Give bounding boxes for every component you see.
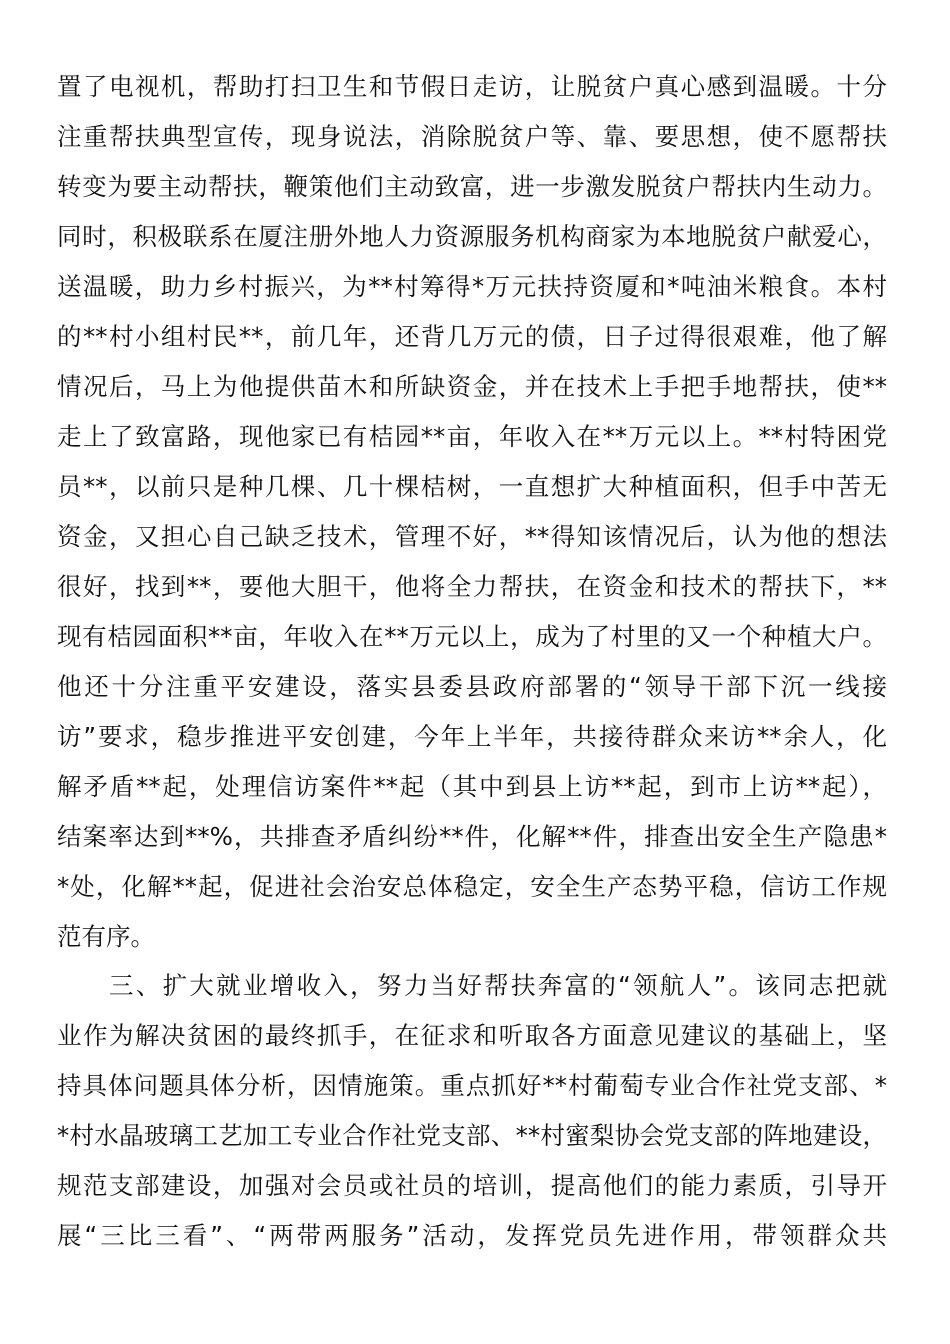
text-line: 现有桔园面积**亩，年收入在**万元以上，成为了村里的又一个种植大户。 [57,622,887,651]
text-line: 转变为要主动帮扶，鞭策他们主动致富，进一步激发脱贫户帮扶内生动力。 [57,172,887,201]
text-line: 的**村小组村民**，前几年，还背几万元的债，日子过得很艰难，他了解 [57,322,887,351]
text-line: 解矛盾**起，处理信访案件**起（其中到县上访**起，到市上访**起）， [57,772,887,801]
text-line: 范有序。 [57,922,155,951]
text-line: 规范支部建设，加强对会员或社员的培训，提高他们的能力素质，引导开 [57,1171,887,1200]
text-line: 他还十分注重平安建设，落实县委县政府部署的“领导干部下沉一线接 [57,672,887,701]
text-line: 注重帮扶典型宣传，现身说法，消除脱贫户等、靠、要思想，使不愿帮扶 [57,122,887,151]
text-line: *处，化解**起，促进社会治安总体稳定，安全生产态势平稳，信访工作规 [57,872,887,901]
text-line: 展“三比三看”、“两带两服务”活动，发挥党员先进作用，带领群众共 [57,1221,887,1250]
text-line: 员**，以前只是种几棵、几十棵桔树，一直想扩大种植面积，但手中苦无 [57,472,887,501]
body-paragraph-1 [57,62,887,962]
text-line: 业作为解决贫困的最终抓手，在征求和听取各方面意见建议的基础上，坚 [57,1021,887,1050]
text-line: 置了电视机，帮助打扫卫生和节假日走访，让脱贫户真心感到温暖。十分 [57,72,887,101]
text-line: 资金，又担心自己缺乏技术，管理不好，**得知该情况后，认为他的想法 [57,522,887,551]
text-line: *村水晶玻璃工艺加工专业合作社党支部、**村蜜梨协会党支部的阵地建设， [57,1121,887,1150]
text-line: 访”要求，稳步推进平安创建，今年上半年，共接待群众来访**余人，化 [57,722,887,751]
text-line: 很好，找到**，要他大胆干，他将全力帮扶，在资金和技术的帮扶下，** [57,572,887,601]
text-line: 持具体问题具体分析，因情施策。重点抓好**村葡萄专业合作社党支部、* [57,1071,887,1100]
section-heading-line: 三、扩大就业增收入，努力当好帮扶奔富的“领航人”。该同志把就 [109,971,887,1000]
text-line: 送温暖，助力乡村振兴，为**村筹得*万元扶持资厦和*吨油米粮食。本村 [57,272,887,301]
text-line: 结案率达到**%，共排查矛盾纠纷**件，化解**件，排查出安全生产隐患* [57,822,887,851]
text-line: 同时，积极联系在厦注册外地人力资源服务机构商家为本地脱贫户献爱心， [57,222,887,251]
text-line: 情况后，马上为他提供苗木和所缺资金，并在技术上手把手地帮扶，使** [57,372,887,401]
body-paragraph-2 [57,961,887,1261]
text-line: 走上了致富路，现他家已有桔园**亩，年收入在**万元以上。**村特困党 [57,422,887,451]
